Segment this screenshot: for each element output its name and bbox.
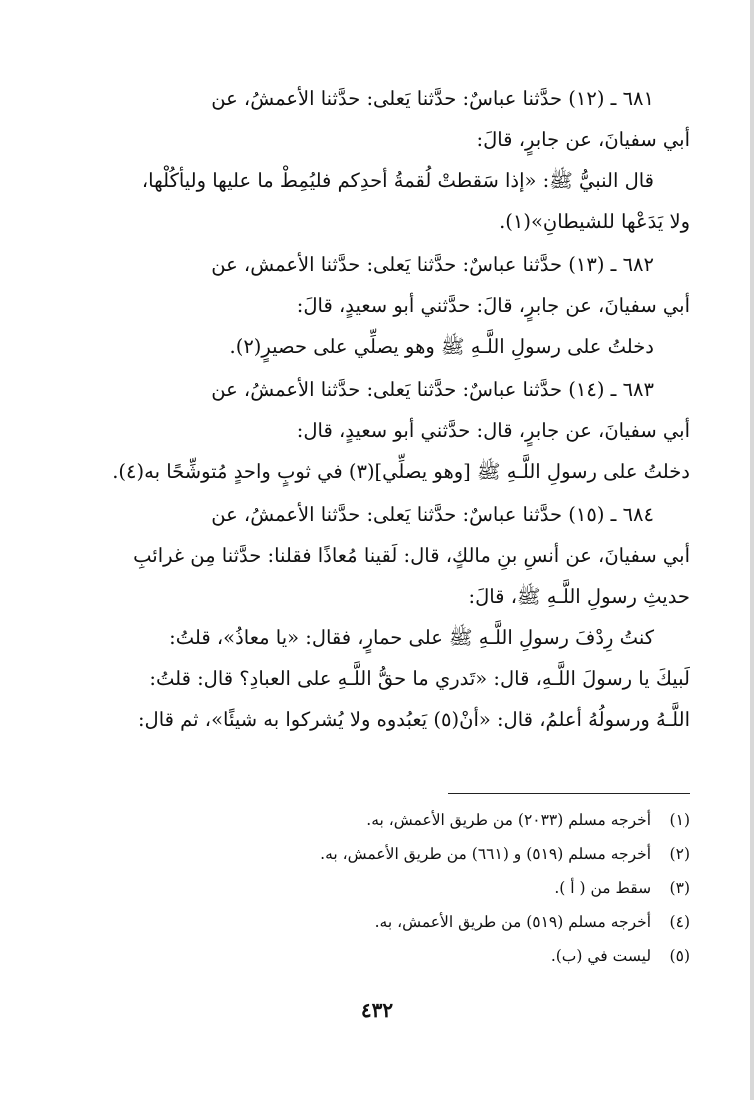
text-line: دخلتُ على رسولِ اللَّـهِ ﷺ وهو يصلِّي على حصيرٍ(٢). [229, 335, 654, 358]
isnad-paragraph-683 [96, 369, 690, 451]
isnad-paragraph-681 [96, 78, 690, 160]
text-line: قال النبيُّ ﷺ: «إذا سَقطتْ لُقمةُ أحدِكم فليُمِطْ ما عليها وليأكُلْها، [141, 169, 654, 192]
text-line: ولا يَدَعْها للشيطانِ»(١). [499, 210, 690, 233]
footnote-number: (٤) [669, 913, 690, 931]
text-line: ٦٨٢ ـ (١٣) حدَّثنا عباسٌ: حدَّثنا يَعلى: حدَّثنا الأعمش، عن [211, 253, 654, 276]
text-line: ٦٨٣ ـ (١٤) حدَّثنا عباسٌ: حدَّثنا يَعلى: حدَّثنا الأعمشُ، عن [211, 378, 654, 401]
footnote-item [150, 905, 690, 939]
isnad-paragraph-684 [96, 494, 690, 617]
text-line: لَبيكَ يا رسولَ اللَّـهِ، قال: «تَدري ما حقُّ اللَّـهِ على العبادِ؟ قال: قلتُ: [149, 667, 690, 690]
footnote-item [150, 837, 690, 871]
text-line: أبي سفيانَ، عن جابرٍ، قالَ: حدَّثني أبو سعيدٍ، قالَ: [296, 294, 690, 317]
footnote-text: أخرجه مسلم (٥١٩) و (٦٦١) من طريق الأعمش، به. [320, 845, 652, 863]
footnote-number: (٣) [669, 879, 690, 897]
footnote-text: أخرجه مسلم (٥١٩) من طريق الأعمش، به. [374, 913, 652, 931]
matn-paragraph-681 [96, 160, 690, 242]
footnote-number: (٥) [669, 947, 690, 965]
footnote-text: سقط من ( أ ). [554, 879, 652, 897]
footnote-item [150, 939, 690, 973]
footnote-number: (١) [669, 811, 690, 829]
footnote-divider [448, 793, 690, 794]
isnad-paragraph-682 [96, 244, 690, 326]
text-line: ٦٨٤ ـ (١٥) حدَّثنا عباسٌ: حدَّثنا يَعلى: حدَّثنا الأعمشُ، عن [211, 503, 654, 526]
scan-edge [750, 0, 754, 1100]
footnotes [150, 803, 690, 973]
footnote-item [150, 803, 690, 837]
footnote-text: أخرجه مسلم (٢٠٣٣) من طريق الأعمش، به. [366, 811, 652, 829]
footnote-text: ليست في (ب). [550, 947, 652, 965]
text-line: أبي سفيانَ، عن أنسِ بنِ مالكٍ، قال: لَقينا مُعاذًا فقلنا: حدَّثنا مِن غرائبِ [133, 544, 690, 567]
footnote-number: (٢) [669, 845, 690, 863]
text-line: دخلتُ على رسولِ اللَّـهِ ﷺ [وهو يصلِّي](٣) في ثوبٍ واحدٍ مُتوشِّحًا به(٤). [112, 460, 690, 483]
text-line: كنتُ رِدْفَ رسولِ اللَّـهِ ﷺ على حمارٍ، فقال: «يا معاذُ»، قلتُ: [169, 626, 654, 649]
matn-paragraph-683 [96, 451, 690, 492]
text-line: ٦٨١ ـ (١٢) حدَّثنا عباسٌ: حدَّثنا يَعلى: حدَّثنا الأعمشُ، عن [211, 87, 654, 110]
matn-paragraph-684 [96, 617, 690, 740]
matn-paragraph-682 [96, 326, 690, 367]
page-number: ٤٣٢ [360, 998, 394, 1022]
footnote-item [150, 871, 690, 905]
text-line: أبي سفيانَ، عن جابرٍ، قالَ: [476, 128, 690, 151]
text-line: أبي سفيانَ، عن جابرٍ، قال: حدَّثني أبو سعيدٍ، قال: [296, 419, 690, 442]
text-line: اللَّـهُ ورسولُهُ أعلمُ، قال: «أنْ(٥) يَعبُدوه ولا يُشركوا به شيئًا»، ثم قال: [137, 708, 690, 731]
text-line: حديثِ رسولِ اللَّـهِ ﷺ، قالَ: [468, 585, 690, 608]
hadith-body [96, 78, 690, 742]
